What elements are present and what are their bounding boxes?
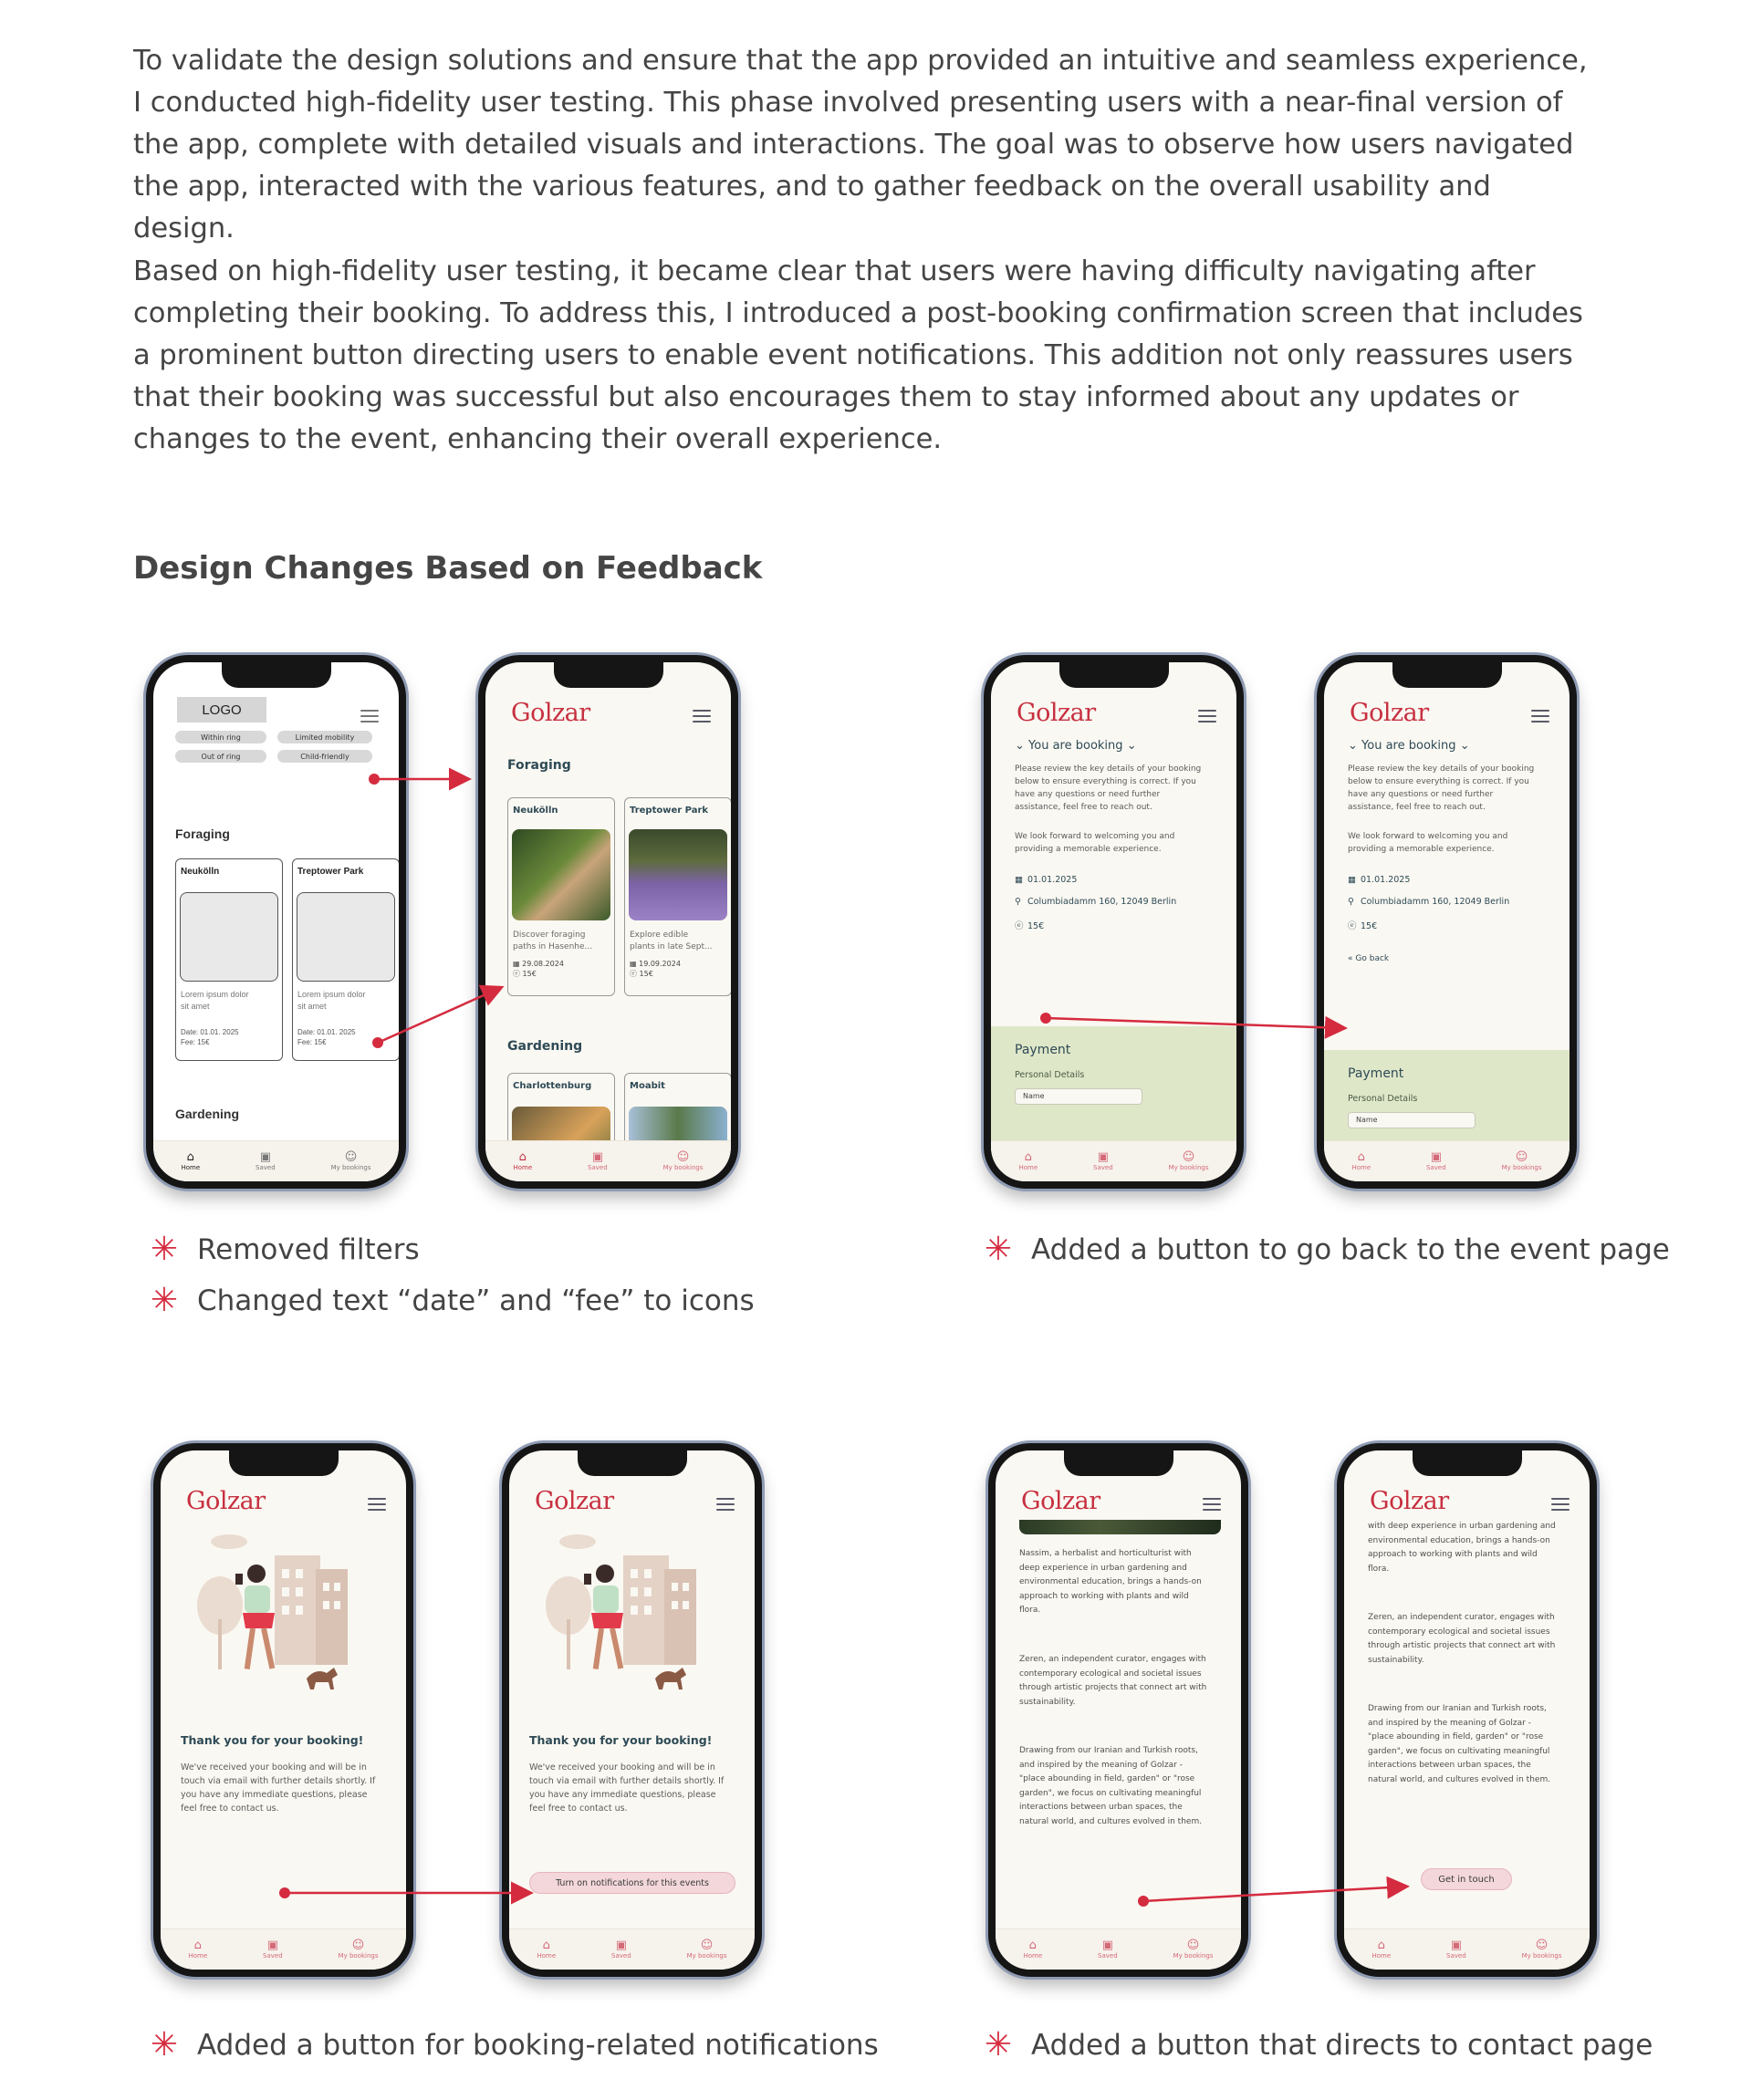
nav-bookings[interactable]: ☺ My bookings	[1501, 1150, 1542, 1171]
golzar-logo: Golzar	[511, 699, 590, 727]
thankyou-title: Thank you for your booking!	[529, 1733, 713, 1747]
phone-thankyou-after	[502, 1443, 762, 1977]
phone-notch	[229, 1449, 339, 1476]
golzar-logo: Golzar	[186, 1487, 266, 1515]
filter-chip[interactable]: Out of ring	[175, 750, 266, 763]
about-paragraph-1: with deep experience in urban gardening and environmental education, brings a hands-on approach to working with plants and wild flora.	[1368, 1522, 1556, 1574]
home-icon: ⌂	[186, 1150, 194, 1164]
nav-home[interactable]: ⌂ Home	[537, 1939, 557, 1960]
image-placeholder	[180, 892, 278, 982]
home-icon: ⌂	[1028, 1939, 1037, 1952]
double-chevron-left-icon: «	[1348, 954, 1353, 963]
nav-bookings[interactable]: ☺ My bookings	[1173, 1939, 1214, 1960]
phone-about-before	[988, 1443, 1248, 1977]
caption: ✳ Removed filters	[150, 1231, 420, 1268]
card-image	[629, 829, 727, 920]
event-card[interactable]	[292, 858, 400, 1061]
filter-chip[interactable]: Limited mobility	[277, 731, 372, 743]
nav-bookings[interactable]: ☺ My bookings	[1168, 1150, 1209, 1171]
euro-icon: ⓔ	[1015, 921, 1024, 931]
home-icon: ⌂	[193, 1939, 202, 1952]
chevrons-icon: ⌄	[1015, 739, 1025, 753]
nav-saved[interactable]: ▣ Saved	[588, 1150, 608, 1171]
booking-address: ⚲ Columbiadamm 160, 12049 Berlin	[1348, 897, 1510, 907]
home-icon: ⌂	[1357, 1150, 1365, 1164]
event-card[interactable]	[507, 1073, 615, 1146]
user-icon: ☺	[1182, 1150, 1195, 1164]
card-meta: Date: 01.01. 2025 Fee: 15€	[181, 1028, 239, 1046]
euro-icon: ⓔ	[513, 970, 520, 978]
user-icon: ☺	[700, 1939, 714, 1952]
asterisk-icon: ✳	[984, 2026, 1013, 2064]
user-icon: ☺	[1535, 1939, 1549, 1952]
card-title: Charlottenburg	[513, 1081, 592, 1091]
nav-home[interactable]: ⌂ Home	[188, 1939, 208, 1960]
bottom-nav	[509, 1928, 755, 1970]
filter-chip[interactable]: Child-friendly	[277, 750, 372, 763]
golzar-logo: Golzar	[1350, 699, 1429, 727]
booking-success-illustration	[188, 1533, 370, 1706]
home-icon: ⌂	[1377, 1939, 1385, 1952]
notifications-button[interactable]: Turn on notifications for this events	[529, 1872, 735, 1894]
card-description: Explore edible plants in late Sept...	[630, 930, 713, 951]
chevrons-icon: ⌄	[1126, 739, 1137, 753]
nav-bookings[interactable]: ☺ My bookings	[662, 1150, 704, 1171]
golzar-logo: Golzar	[1021, 1487, 1100, 1515]
filter-chip[interactable]: Within ring	[175, 731, 266, 743]
phone-booking-before	[984, 655, 1244, 1189]
intro-paragraph-2: Based on high-fidelity user testing, it became clear that users were having difficulty navigating after completing their booking. To address this, I introduced a post-booking confirmation screen that includes a prominent button directing users to enable event notifications. This addition not only reassures users that their booking was successful but also encourages them to stay informed about any updates or changes to the event, enhancing their overall experience.	[133, 255, 1583, 455]
thankyou-title: Thank you for your booking!	[181, 1733, 364, 1747]
menu-icon[interactable]	[360, 710, 379, 723]
phone-notch	[1064, 1449, 1173, 1476]
thankyou-message: We've received your booking and will be in touch via email with further details shortly. If you have any immediate questions, please feel free to contact us.	[181, 1762, 376, 1814]
user-icon: ☺	[1515, 1150, 1528, 1164]
card-description: Lorem ipsum dolor sit amet	[181, 990, 249, 1011]
nav-saved[interactable]: ▣ Saved	[1446, 1939, 1466, 1960]
phone-golzar-home	[478, 655, 738, 1189]
nav-home[interactable]: ⌂ Home	[1018, 1150, 1038, 1171]
bottom-nav	[161, 1928, 406, 1970]
booking-heading: ⌄ You are booking ⌄	[1015, 739, 1137, 753]
event-card[interactable]	[624, 1073, 732, 1146]
saved-icon: ▣	[1450, 1939, 1462, 1952]
go-back-button[interactable]: « Go back	[1348, 954, 1390, 963]
bottom-nav	[1344, 1928, 1590, 1970]
phone-notch	[222, 660, 331, 688]
caption: ✳ Changed text “date” and “fee” to icons	[150, 1282, 755, 1319]
booking-note: We look forward to welcoming you and providing a memorable experience.	[1348, 832, 1508, 854]
asterisk-icon: ✳	[150, 1282, 179, 1319]
euro-icon: ⓔ	[1348, 921, 1357, 931]
nav-bookings[interactable]: ☺ My bookings	[1521, 1939, 1562, 1960]
saved-icon: ▣	[266, 1939, 278, 1952]
card-description: Lorem ipsum dolor sit amet	[297, 990, 366, 1011]
calendar-icon: ▦	[513, 960, 520, 968]
booking-date: ▦ 01.01.2025	[1015, 875, 1078, 885]
intro-paragraph-1: To validate the design solutions and ensure that the app provided an intuitive and seamless experience, I conducted high-fidelity user testing. This phase involved presenting users with a near-final version of the app, complete with detailed visuals and interactions. The goal was to observe how users navigated the app, interacted with the various features, and to gather feedback on the overall usability and design.	[133, 45, 1588, 244]
bottom-nav	[991, 1140, 1236, 1181]
phone-notch	[1059, 660, 1169, 688]
location-icon: ⚲	[1015, 897, 1021, 907]
asterisk-icon: ✳	[150, 2026, 179, 2064]
golzar-logo: Golzar	[1370, 1487, 1449, 1515]
caption: ✳ Added a button that directs to contact page	[984, 2026, 1653, 2064]
golzar-logo: Golzar	[1017, 699, 1096, 727]
about-paragraph-2: Zeren, an independent curator, engages with contemporary ecological and societal issues through artistic projects that connect art with sustainability.	[1368, 1613, 1556, 1665]
personal-details-label: Personal Details	[1015, 1070, 1085, 1080]
nav-saved[interactable]: ▣ Saved	[1093, 1150, 1113, 1171]
section-heading: Foraging	[175, 826, 230, 841]
card-title: Neukölln	[181, 867, 220, 877]
booking-heading: ⌄ You are booking ⌄	[1348, 739, 1470, 753]
nav-home[interactable]: ⌂ Home	[181, 1150, 201, 1171]
asterisk-icon: ✳	[150, 1231, 179, 1268]
menu-icon[interactable]	[368, 1498, 386, 1511]
caption: ✳ Added a button to go back to the event page	[984, 1231, 1670, 1268]
get-in-touch-button[interactable]: Get in touch	[1421, 1868, 1512, 1890]
euro-icon: ⓔ	[630, 970, 637, 978]
home-icon: ⌂	[542, 1939, 550, 1952]
bottom-nav	[485, 1140, 731, 1181]
nav-bookings[interactable]: ☺ My bookings	[686, 1939, 727, 1960]
booking-fee: ⓔ 15€	[1015, 919, 1044, 931]
header-image	[1019, 1520, 1221, 1534]
saved-icon: ▣	[1101, 1939, 1113, 1952]
card-meta: ▦ 19.09.2024 ⓔ 15€	[630, 960, 681, 978]
card-image	[512, 829, 610, 920]
booking-address: ⚲ Columbiadamm 160, 12049 Berlin	[1015, 897, 1177, 907]
saved-icon: ▣	[259, 1150, 271, 1164]
booking-description: Please review the key details of your booking below to ensure everything is correct. If you have any questions or need further assistance, feel free to reach out.	[1015, 764, 1202, 812]
phone-notch	[578, 1449, 687, 1476]
nav-home[interactable]: ⌂ Home	[1023, 1939, 1043, 1960]
card-meta: Date: 01.01. 2025 Fee: 15€	[297, 1028, 356, 1046]
calendar-icon: ▦	[1015, 875, 1023, 885]
nav-saved[interactable]: ▣ Saved	[1426, 1150, 1446, 1171]
saved-icon: ▣	[591, 1150, 603, 1164]
phone-notch	[554, 660, 663, 688]
card-meta: ▦ 29.08.2024 ⓔ 15€	[513, 960, 564, 978]
booking-description: Please review the key details of your booking below to ensure everything is correct. If you have any questions or need further assistance, feel free to reach out.	[1348, 764, 1535, 812]
about-paragraph-1: Nassim, a herbalist and horticulturist with deep experience in urban gardening and environmental education, brings a hands-on approach to working with plants and wild flora.	[1019, 1549, 1202, 1615]
chevrons-icon: ⌄	[1348, 739, 1358, 753]
saved-icon: ▣	[615, 1939, 627, 1952]
booking-date: ▦ 01.01.2025	[1348, 875, 1411, 885]
nav-home[interactable]: ⌂ Home	[1351, 1150, 1371, 1171]
event-card[interactable]	[507, 797, 615, 996]
event-card[interactable]	[175, 858, 283, 1061]
phone-wireframe-home	[146, 655, 406, 1189]
payment-title: Payment	[1348, 1066, 1404, 1081]
user-icon: ☺	[344, 1150, 358, 1164]
about-paragraph-3: Drawing from our Iranian and Turkish roots, and inspired by the meaning of Golzar - "place abounding in field, garden" or "rose garden", we focus on cultivating meaningful interactions between urban spaces, the natural world, and cultures evolved in them.	[1019, 1746, 1203, 1826]
about-paragraph-2: Zeren, an independent curator, engages with contemporary ecological and societal issues through artistic projects that connect art with sustainability.	[1019, 1655, 1207, 1707]
nav-saved[interactable]: ▣ Saved	[1098, 1939, 1118, 1960]
golzar-logo: Golzar	[535, 1487, 614, 1515]
payment-title: Payment	[1015, 1043, 1071, 1057]
phone-about-after	[1337, 1443, 1597, 1977]
logo-placeholder: LOGO	[177, 697, 266, 723]
card-title: Treptower Park	[630, 806, 709, 816]
asterisk-icon: ✳	[984, 1231, 1013, 1268]
menu-icon[interactable]	[1203, 1498, 1221, 1511]
home-icon: ⌂	[1024, 1150, 1032, 1164]
menu-icon[interactable]	[1531, 710, 1549, 723]
menu-icon[interactable]	[1198, 710, 1216, 723]
nav-home[interactable]: ⌂ Home	[1371, 1939, 1392, 1960]
thankyou-message: We've received your booking and will be in touch via email with further details shortly. If you have any immediate questions, please feel free to contact us.	[529, 1762, 725, 1814]
personal-details-label: Personal Details	[1348, 1094, 1418, 1104]
card-title: Treptower Park	[297, 867, 364, 877]
saved-icon: ▣	[1097, 1150, 1109, 1164]
nav-bookings[interactable]: ☺ My bookings	[338, 1939, 379, 1960]
menu-icon[interactable]	[693, 710, 711, 723]
nav-bookings[interactable]: ☺ My bookings	[330, 1150, 371, 1171]
phone-booking-after	[1317, 655, 1577, 1189]
nav-home[interactable]: ⌂ Home	[513, 1150, 533, 1171]
user-icon: ☺	[1186, 1939, 1200, 1952]
section-heading: Foraging	[507, 758, 571, 773]
about-paragraph-3: Drawing from our Iranian and Turkish roots, and inspired by the meaning of Golzar - "place abounding in field, garden" or "rose garden", we focus on cultivating meaningful interactions between urban spaces, the natural world, and cultures evolved in them.	[1368, 1704, 1551, 1784]
location-icon: ⚲	[1348, 897, 1354, 907]
card-title: Moabit	[630, 1081, 665, 1091]
image-placeholder	[297, 892, 395, 982]
booking-note: We look forward to welcoming you and providing a memorable experience.	[1015, 832, 1175, 854]
phone-thankyou-before	[153, 1443, 413, 1977]
section-heading: Gardening	[507, 1039, 583, 1054]
phone-notch	[1413, 1449, 1522, 1476]
bottom-nav	[153, 1140, 399, 1181]
user-icon: ☺	[676, 1150, 690, 1164]
calendar-icon: ▦	[1348, 875, 1356, 885]
bottom-nav	[1324, 1140, 1570, 1181]
event-card[interactable]	[624, 797, 732, 996]
booking-success-illustration	[537, 1533, 719, 1706]
user-icon: ☺	[351, 1939, 365, 1952]
nav-saved[interactable]: ▣ Saved	[263, 1939, 283, 1960]
booking-fee: ⓔ 15€	[1348, 919, 1377, 931]
section-title: Design Changes Based on Feedback	[133, 550, 763, 587]
chevrons-icon: ⌄	[1459, 739, 1470, 753]
home-icon: ⌂	[518, 1150, 527, 1164]
nav-saved[interactable]: ▣ Saved	[611, 1939, 631, 1960]
name-field[interactable]: Name	[1348, 1112, 1476, 1128]
calendar-icon: ▦	[630, 960, 637, 968]
bottom-nav	[996, 1928, 1241, 1970]
caption: ✳ Added a button for booking-related notifications	[150, 2026, 879, 2064]
card-title: Neukölln	[513, 806, 558, 816]
name-field[interactable]: Name	[1015, 1088, 1142, 1105]
phone-notch	[1392, 660, 1502, 688]
section-heading: Gardening	[175, 1107, 240, 1121]
nav-saved[interactable]: ▣ Saved	[256, 1150, 276, 1171]
saved-icon: ▣	[1430, 1150, 1442, 1164]
card-description: Discover foraging paths in Hasenhe...	[513, 930, 593, 951]
menu-icon[interactable]	[716, 1498, 735, 1511]
menu-icon[interactable]	[1551, 1498, 1570, 1511]
